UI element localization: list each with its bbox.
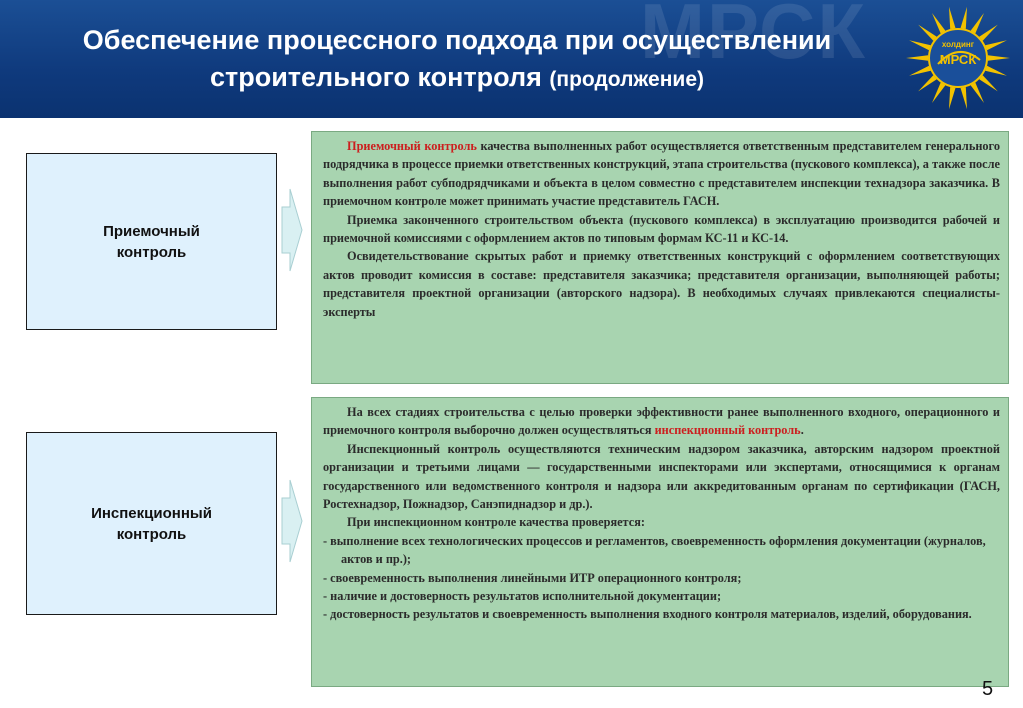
logo-ray	[909, 40, 931, 50]
logo-ray	[985, 66, 1007, 76]
slide-title	[22, 22, 892, 98]
logo-ray	[906, 55, 928, 60]
logo-ray	[909, 66, 931, 76]
mrsk-logo	[898, 2, 1018, 114]
inspection-paragraph-3: При инспекционном контроле качества проверяется:	[347, 515, 645, 530]
logo-ray	[918, 25, 937, 41]
acceptance-control-box	[26, 153, 277, 330]
logo-ray	[949, 7, 956, 29]
logo-ray	[985, 40, 1007, 50]
acceptance-paragraph-3: Освидетельствование скрытых работ и приемку ответственных конструкций с оформлением соответствующих актов проводит комиссия в составе: представителя заказчика; представителя организации, выполняющей работы; представителя проектной организации (авторского надзора). В необходимых случаях привлекаются специалисты-эксперты	[323, 249, 1000, 319]
logo-ray	[932, 83, 945, 104]
acceptance-paragraph-2: Приемка законченного строительством объекта (пускового комплекса) в эксплуатацию производится рабочей и приемочной комиссиями с оформлением актов по типовым формам КС-11 и КС-14.	[323, 212, 1000, 246]
arrow-right-icon	[280, 478, 304, 564]
logo-top-text: холдинг	[941, 40, 975, 49]
title-line-1: Обеспечение процессного подхода при осуществлении	[82, 25, 832, 55]
inspection-list-item: - достоверность результатов и своевременность выполнения входного контроля материалов, изделий, оборудования.	[323, 607, 972, 622]
inspection-paragraph-1	[323, 403, 1000, 440]
logo-ray	[961, 7, 968, 29]
title-line-2: строительного контроля	[209, 62, 542, 92]
inspection-control-box	[26, 432, 277, 615]
inspection-paragraph-1-end: .	[800, 423, 804, 438]
acceptance-control-label: Приемочный контроль	[103, 222, 200, 261]
acceptance-term: Приемочный контроль	[347, 139, 477, 153]
logo-ray	[971, 83, 984, 104]
logo-ray	[979, 25, 998, 41]
inspection-control-label: Инспекционный контроль	[91, 504, 212, 543]
logo-ray	[932, 13, 945, 34]
inspection-paragraph-1-text: На всех стадиях строительства с целью проверки эффективности ранее выполненного входного, операционного и приемочного контроля выборочно должен осуществляться	[323, 405, 1000, 438]
inspection-list-item: - своевременность выполнения линейными ИТР операционного контроля;	[323, 570, 742, 585]
inspection-control-panel	[311, 397, 1009, 687]
logo-ray	[918, 75, 937, 91]
page-number: 5	[982, 678, 994, 700]
inspection-list-item: - выполнение всех технологических процессов и регламентов, своевременность оформления документации (журналов, актов и пр.);	[323, 533, 986, 567]
logo-ray	[971, 13, 984, 34]
inspection-list-item: - наличие и достоверность результатов исполнительной документации;	[323, 589, 722, 604]
slide-header	[0, 0, 1023, 118]
header-watermark: МРСК	[640, 0, 867, 75]
inspection-term: инспекционный контроль	[654, 423, 801, 438]
acceptance-control-panel	[311, 131, 1009, 384]
logo-ray	[988, 55, 1010, 60]
logo-ray	[979, 75, 998, 91]
logo-main-text: МРСК	[939, 52, 977, 67]
logo-ray	[949, 87, 956, 109]
title-suffix: (продолжение)	[549, 68, 704, 91]
arrow-right-icon	[280, 187, 304, 273]
acceptance-paragraph-1	[323, 137, 1000, 211]
inspection-paragraph-2: Инспекционный контроль осуществляются техническим надзором заказчика, авторским надзором проектной организации и третьими лицами — государственными инспекторами или экспертами, относящимися к органам государственного или ведомственного контроля и надзора или аккредитованным органам по сертификации (ГАСН, Ростехнадзор, Пожнадзор, Санэпиднадзор и др.).	[323, 441, 1000, 512]
acceptance-paragraph-1-text: качества выполненных работ осуществляется ответственным представителем генерального подрядчика в процессе приемки ответственных конструкций, этапа строительства (пускового комплекса), а также после выполнения работ субподрядчиками и объекта в целом совместно с представителем инспекции технадзора заказчика. В приемочном контроле может принимать участие представитель ГАСН.	[323, 139, 1000, 209]
logo-ray	[961, 87, 968, 109]
